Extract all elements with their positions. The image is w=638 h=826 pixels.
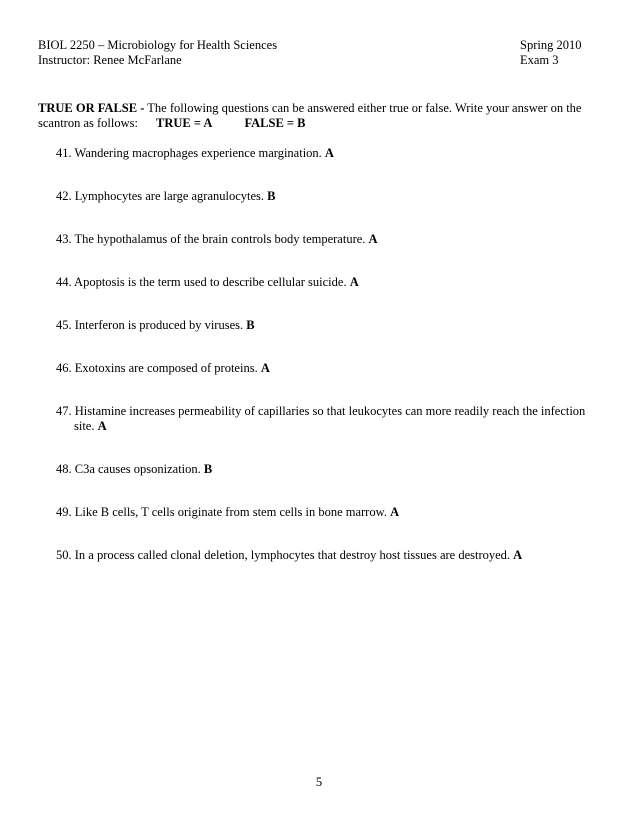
page-header [38,38,586,68]
question-text: C3a causes opsonization. [71,462,204,476]
question-item [56,232,590,247]
question-number: 46. [56,361,72,375]
question-item [56,505,590,520]
question-item [56,275,590,290]
instructions-line-1 [38,101,590,116]
question-number: 45. [56,318,72,332]
question-answer: A [513,548,523,562]
term: Spring 2010 [520,38,582,52]
section-instructions [38,101,590,131]
header-row-2 [38,53,586,68]
false-key: FALSE = B [244,116,306,130]
question-text: Exotoxins are composed of proteins. [71,361,261,375]
question-answer: A [390,505,400,519]
question-answer: B [203,462,213,476]
exam-label: Exam 3 [520,53,559,67]
course-title: BIOL 2250 – Microbiology for Health Sciences [38,38,278,52]
question-answer: A [324,146,334,160]
question-answer: A [368,232,378,246]
question-number: 50. [56,548,72,562]
question-answer: A [97,419,107,433]
question-item [56,404,590,434]
question-answer: B [267,189,276,203]
question-item [56,318,590,333]
question-item [56,189,590,204]
instructor-name: Instructor: Renee McFarlane [38,53,182,67]
question-text: Like B cells, T cells originate from stem cells in bone marrow. [71,505,391,519]
question-number: 49. [56,505,72,519]
question-text: Wandering macrophages experience margination. [71,146,325,160]
question-number: 41. [56,146,72,160]
instructions-text: The following questions can be answered either true or false. Write your answer on the [144,101,582,115]
question-item [56,462,590,477]
instructions-text-2: scantron as follows: [38,116,138,130]
question-item [56,146,590,161]
question-answer: B [246,318,255,332]
question-number: 48. [56,462,72,476]
question-number: 44. [56,275,72,289]
page-number: 5 [315,775,323,789]
question-list [56,146,590,563]
header-row-1 [38,38,586,53]
question-text: The hypothalamus of the brain controls body temperature. [71,232,369,246]
instructions-line-2 [38,116,590,131]
question-item [56,548,590,563]
question-answer: A [260,361,270,375]
question-text: In a process called clonal deletion, lymphocytes that destroy host tissues are destroyed. [71,548,514,562]
question-item [56,361,590,376]
question-text: Lymphocytes are large agranulocytes. [71,189,268,203]
section-heading: TRUE OR FALSE - [38,101,145,115]
true-key: TRUE = A [155,116,213,130]
question-text: Histamine increases permeability of capillaries so that leukocytes can more readily reach the infection site. [71,404,586,433]
question-number: 43. [56,232,72,246]
question-number: 42. [56,189,72,203]
question-number: 47. [56,404,72,418]
question-text: Interferon is produced by viruses. [71,318,247,332]
question-answer: A [349,275,359,289]
question-text: Apoptosis is the term used to describe cellular suicide. [71,275,350,289]
